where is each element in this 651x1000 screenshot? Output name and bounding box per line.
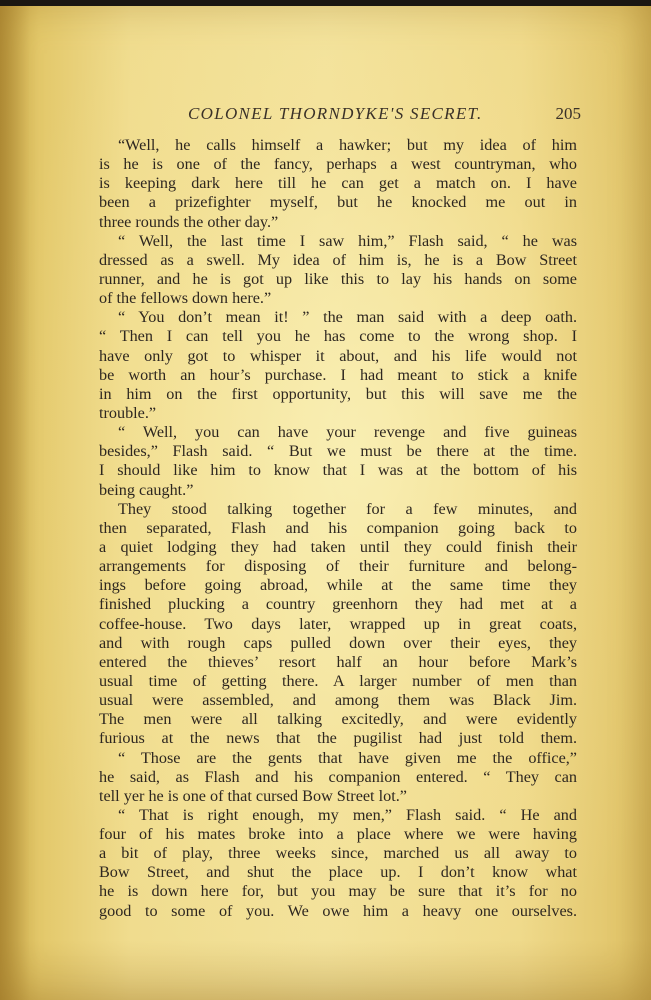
- text-line: ings before going abroad, while at the same time they: [99, 576, 577, 595]
- page-number: 205: [555, 104, 581, 123]
- text-line: a bit of play, three weeks since, marched us all away to: [99, 844, 577, 863]
- text-line: besides,” Flash said. “ But we must be there at the time.: [99, 442, 577, 461]
- text-line: and with rough caps pulled down over their eyes, they: [99, 633, 577, 652]
- text-line: I should like him to know that I was at the bottom of his: [99, 461, 577, 480]
- text-line: been a prizefighter myself, but he knocked me out in: [99, 193, 577, 212]
- page-header: [188, 104, 581, 126]
- text-line: entered the thieves’ resort half an hour before Mark’s: [99, 652, 577, 671]
- text-line: four of his mates broke into a place where we were having: [99, 825, 577, 844]
- text-line: “ Well, the last time I saw him,” Flash said, “ he was: [118, 231, 577, 250]
- text-line: he is down here for, but you may be sure that it’s for no: [99, 882, 577, 901]
- text-line: The men were all talking excitedly, and were evidently: [99, 710, 577, 729]
- text-line: is keeping dark here till he can get a match on. I have: [99, 174, 577, 193]
- text-line: trouble.”: [99, 403, 157, 422]
- text-line: dressed as a swell. My idea of him is, he is a Bow Street: [99, 250, 577, 269]
- text-line: being caught.”: [99, 480, 194, 499]
- book-page: [0, 6, 651, 1000]
- text-line: have only got to whisper it about, and his life would not: [99, 346, 577, 365]
- text-line: finished plucking a country greenhorn they had met at a: [99, 595, 577, 614]
- text-line: runner, and he is got up like this to lay his hands on some: [99, 269, 577, 288]
- text-line: in him on the first opportunity, but this will save me the: [99, 384, 577, 403]
- text-line: usual were assembled, and among them was Black Jim.: [99, 691, 577, 710]
- text-line: Bow Street, and shut the place up. I don’t know what: [99, 863, 577, 882]
- text-line: good to some of you. We owe him a heavy one ourselves.: [99, 901, 577, 920]
- text-line: “ Well, you can have your revenge and five guineas: [118, 423, 577, 442]
- text-line: “ Then I can tell you he has come to the wrong shop. I: [99, 327, 577, 346]
- text-line: then separated, Flash and his companion going back to: [99, 518, 577, 537]
- text-line: tell yer he is one of that cursed Bow Street lot.”: [99, 786, 407, 805]
- text-line: coffee-house. Two days later, wrapped up in great coats,: [99, 614, 577, 633]
- text-line: furious at the news that the pugilist had just told them.: [99, 729, 577, 748]
- text-line: “Well, he calls himself a hawker; but my idea of him: [118, 136, 577, 154]
- text-line: “ Those are the gents that have given me the office,”: [118, 748, 577, 767]
- text-line: They stood talking together for a few minutes, and: [118, 499, 577, 518]
- body-text: [99, 136, 577, 921]
- text-line: of the fellows down here.”: [99, 289, 272, 308]
- text-line: arrangements for disposing of their furniture and belong-: [99, 557, 577, 576]
- text-line: be worth an hour’s purchase. I had meant to stick a knife: [99, 365, 577, 384]
- text-line: is he is one of the fancy, perhaps a west countryman, who: [99, 155, 577, 174]
- text-line: he said, as Flash and his companion entered. “ They can: [99, 767, 577, 786]
- text-line: three rounds the other day.”: [99, 212, 279, 231]
- text-line: “ That is right enough, my men,” Flash said. “ He and: [118, 805, 577, 824]
- running-title: COLONEL THORNDYKE'S SECRET.: [188, 104, 483, 123]
- text-line: a quiet lodging they had taken until they could finish their: [99, 537, 577, 556]
- text-line: “ You don’t mean it! ” the man said with a deep oath.: [118, 308, 577, 327]
- text-line: usual time of getting there. A larger number of men than: [99, 671, 577, 690]
